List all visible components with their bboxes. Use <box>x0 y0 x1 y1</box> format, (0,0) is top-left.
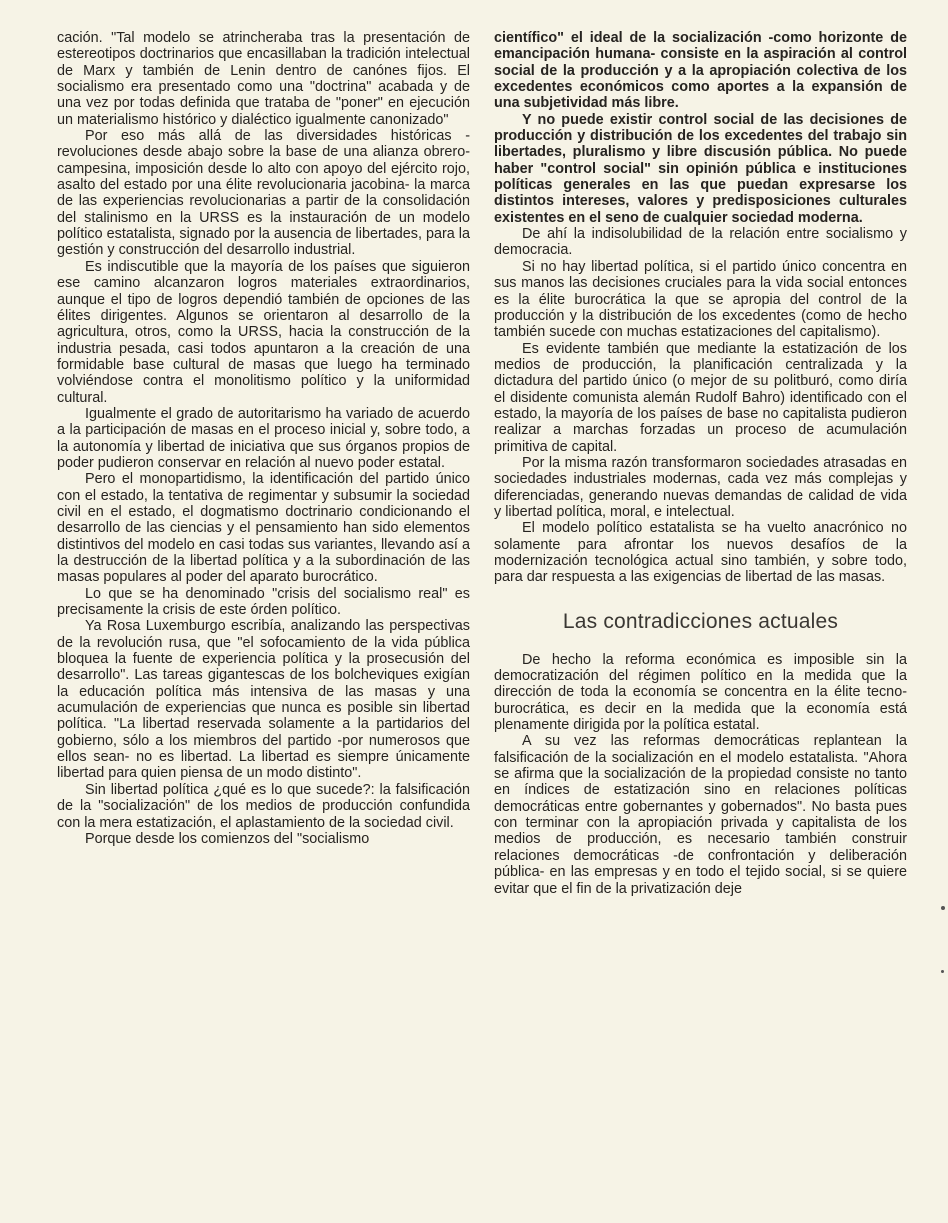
left-column <box>57 30 470 1223</box>
paragraph: Sin libertad política ¿qué es lo que sucede?: la falsificación de la "socialización" de los medios de producción confundida con la mera estatización, el aplastamiento de la sociedad civil. <box>57 781 470 831</box>
paragraph: Por la misma razón transformaron sociedades atrasadas en sociedades industriales modernas, cada vez más complejas y diferenciadas, generando nuevas demandas de calidad de vida y libertad política, moral, e intelectual. <box>494 454 907 520</box>
paragraph-bold: científico" el ideal de la socialización -como horizonte de emancipación humana- consiste en la aspiración al control social de la producción y a la apropiación colectiva de los excedentes económicos como aportes a la expansión de una subjetividad más libre. <box>494 30 907 112</box>
margin-dot <box>941 906 945 910</box>
paragraph: Ya Rosa Luxemburgo escribía, analizando las perspectivas de la revolución rusa, que "el sofocamiento de la vida pública bloquea la fuente de experiencia política y la prosecusión del desarrollo". Las tareas gigantescas de los bolcheviques exigían la educación política más intensiva de las masas y una acumulación de experiencias que nunca es posible sin libertad política. "La libertad reservada solamente a la partidarios del gobierno, sólo a los miembros del partido -por numerosos que ellos sean- no es libertad. La libertad es siempre únicamente libertad para quien piensa de un modo distinto". <box>57 618 470 782</box>
paragraph: Es evidente también que mediante la estatización de los medios de producción, la planificación centralizada y la dictadura del partido único (o mejor de su politburó, como diría el disidente comunista alemán Rudolf Bahro) identificado con el estado, la mayoría de los países de base no capitalista pudieron realizar a marchas forzadas un proceso de acumulación primitiva de capital. <box>494 340 907 455</box>
section-heading: Las contradicciones actuales <box>562 609 839 633</box>
paragraph: De hecho la reforma económica es imposible sin la democratización del régimen político en la medida que la dirección de toda la economía se concentra en la élite tecno-burocrática, es decir en la medida que la economía está plenamente dirigida por la política estatal. <box>494 651 907 734</box>
paragraph: Pero el monopartidismo, la identificación del partido único con el estado, la tentativa de regimentar y subsumir la sociedad civil en el estado, el dogmatismo doctrinario condicionando el desarrollo de las ciencias y el pensamiento han sido elementos distintivos del modelo en casi todas sus variantes, llevando así a la destrucción de la libertad política y a la subordinación de las masas populares al poder del aparato burocrático. <box>57 471 470 586</box>
paragraph: cación. "Tal modelo se atrincheraba tras la presentación de estereotipos doctrinarios que encasillaban la tradición intelectual de Marx y también de Lenin dentro de canónes fijos. El socialismo era presentado como una "doctrina" acabada y de una vez por todas definida que trataba de "poner" en ejecución un materialismo histórico y dialéctico igualmente canonizado" <box>57 30 470 128</box>
paragraph: De ahí la indisolubilidad de la relación entre socialismo y democracia. <box>494 226 907 259</box>
paragraph: Es indiscutible que la mayoría de los países que siguieron ese camino alcanzaron logros materiales extraordinarios, aunque el tipo de logros dependió también de opciones de las élites dirigentes. Algunos se orientaron al desarrollo de la agricultura, otros, como la URSS, hacia la construcción de la industria pesada, casi todos apuntaron a la creación de una formidable base cultural de masas que luego ha terminado volviéndose contra el monolitismo político y la uniformidad cultural. <box>57 258 470 406</box>
paragraph: El modelo político estatalista se ha vuelto anacrónico no solamente para afrontar los nuevos desafíos de la modernización tecnológica actual sino también, y sobre todo, para dar respuesta a las exigencias de libertad de las masas. <box>494 520 907 586</box>
paragraph: Lo que se ha denominado "crisis del socialismo real" es precisamente la crisis de este órden político. <box>57 585 470 619</box>
margin-dot <box>941 970 944 973</box>
paragraph: Porque desde los comienzos del "socialismo <box>85 830 370 847</box>
paragraph: Igualmente el grado de autoritarismo ha variado de acuerdo a la participación de masas en el proceso inicial y, sobre todo, a la autonomía y libertad de iniciativa que sus órganos propios de poder pudieron conservar en relación al nuevo poder estatal. <box>57 405 470 471</box>
paragraph: A su vez las reformas democráticas replantean la falsificación de la socialización en el modelo estatalista. "Ahora se afirma que la socialización de la propiedad consiste no tanto en índices de estatización sino en relaciones políticas democráticas entre gobernantes y gobernados". No basta pues con terminar con la apropiación privada y capitalista de los medios de producción, es necesario también construir relaciones democráticas -de confrontación y deliberación pública- en las empresas y en todo el tejido social, si se quiere evitar que el fin de la privatización deje <box>494 733 907 897</box>
paragraph-bold: Y no puede existir control social de las decisiones de producción y distribución de los excedentes del trabajo sin libertades, pluralismo y libre discusión pública. No puede haber "control social" sin opinión pública e instituciones políticas generales en las que puedan expresarse los distintos intereses, valores y predisposiciones culturales existentes en el seno de cualquier sociedad moderna. <box>494 111 907 226</box>
right-column <box>494 30 907 1223</box>
paragraph: Por eso más allá de las diversidades históricas -revoluciones desde abajo sobre la base de una alianza obrero-campesina, imposición desde lo alto con apoyo del ejército rojo, asalto del estado por una élite revolucionaria jacobina- la marca de las experiencias revolucionarias a partir de la consolidación del stalinismo en la URSS es la instauración de un modelo político estatalista, signado por la ausencia de libertades, para la gestión y construcción del desarrollo industrial. <box>57 128 470 259</box>
paragraph: Si no hay libertad política, si el partido único concentra en sus manos las decisiones cruciales para la vida social entonces es la élite burocrática la que se apropia del control de la producción y la distribución de los excedentes (como de hecho también sucede con muchas estatizaciones del capitalismo). <box>494 258 907 341</box>
